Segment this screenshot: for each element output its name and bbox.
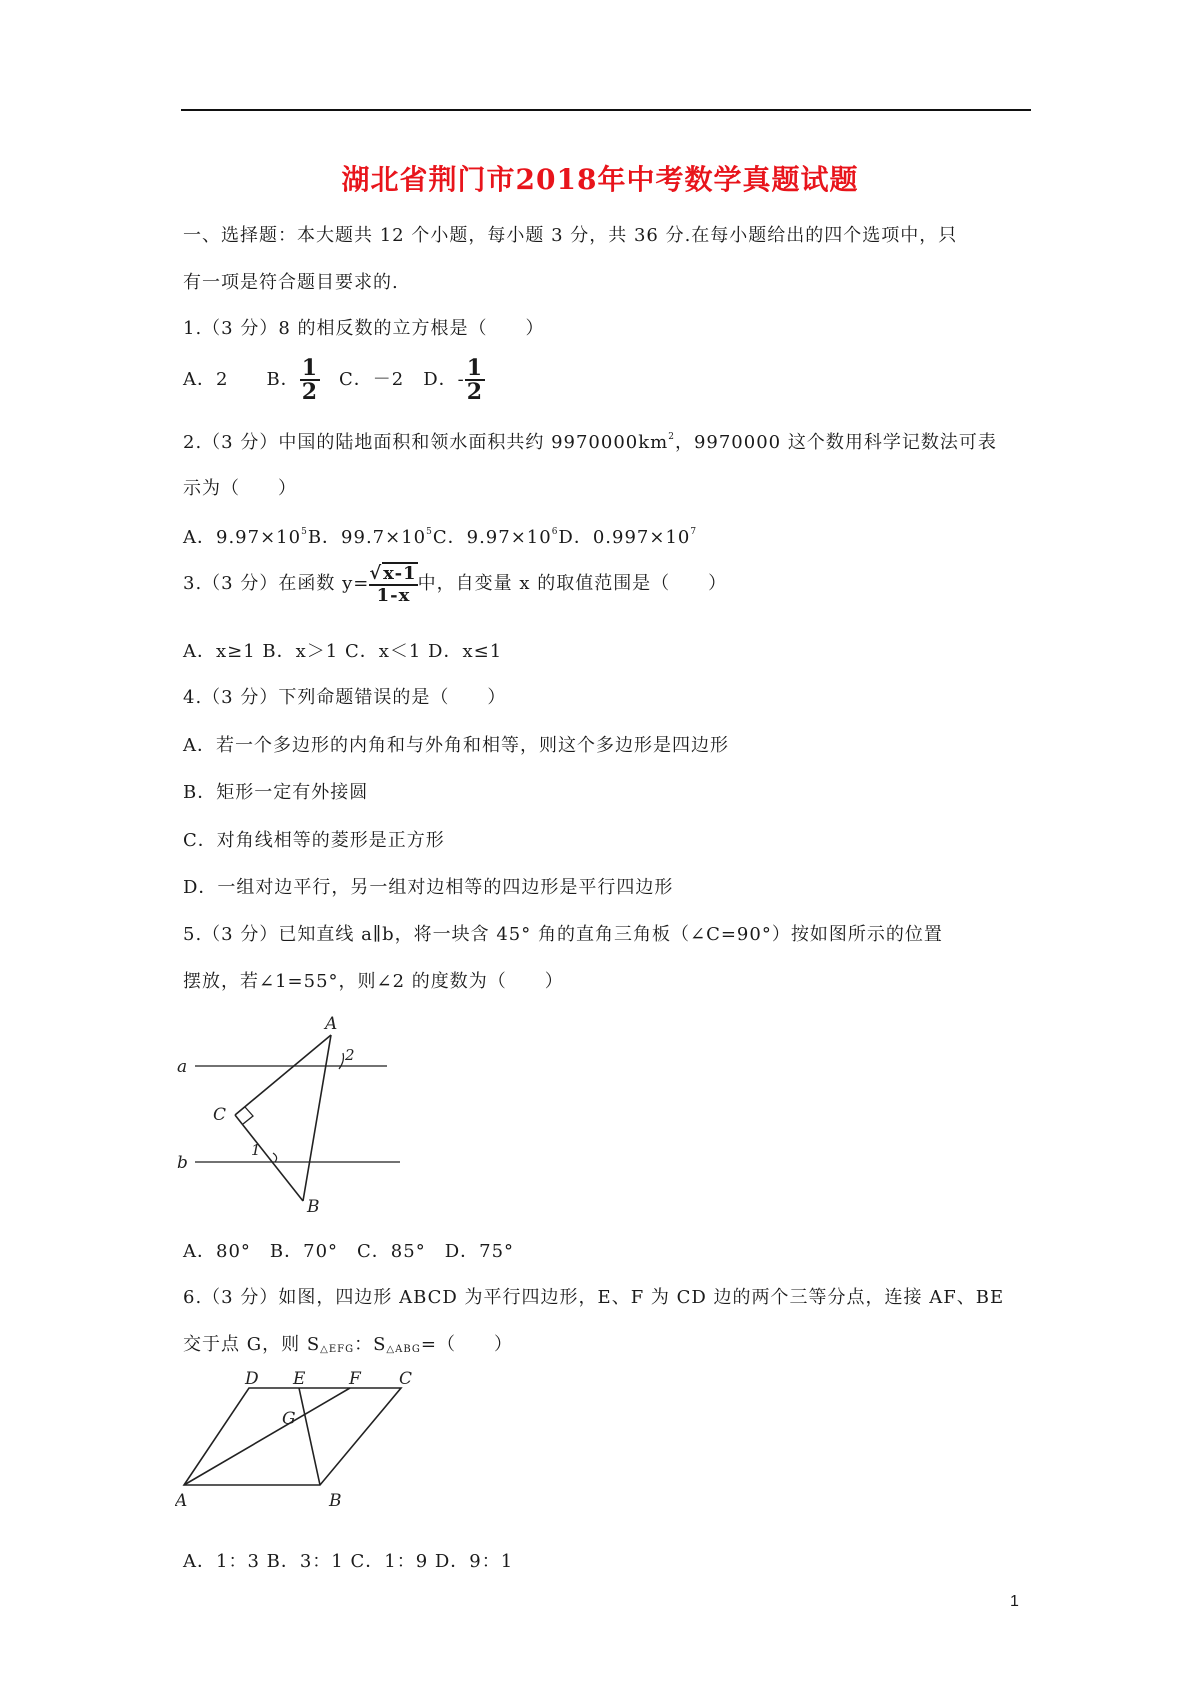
label-point-E: E: [293, 1369, 306, 1389]
segment-af: [184, 1388, 350, 1485]
triangle-side-ab: [303, 1035, 331, 1201]
label-vertex-B: B: [329, 1491, 342, 1511]
exponent: 5: [426, 527, 433, 537]
q6-figure-parallelogram: [175, 1368, 435, 1518]
q6-stem-line1: 6.（3 分）如图，四边形 ABCD 为平行四边形，E、F 为 CD 边的两个三等分点，连接 AF、BE: [183, 1287, 1005, 1308]
fraction-numerator: 1: [466, 355, 484, 381]
q5-stem-line1: 5.（3 分）已知直线 a∥b，将一块含 45° 角的直角三角板（∠C=90°）按如图所示的位置: [183, 924, 943, 945]
label-vertex-D: D: [245, 1369, 259, 1389]
q1-option-d-fraction: [465, 357, 485, 403]
q6-stem-line2: [183, 1330, 513, 1356]
label-vertex-A: A: [175, 1491, 188, 1511]
label-point-G: G: [282, 1409, 296, 1429]
right-angle-mark: [243, 1107, 253, 1124]
q3-options: A．x≥1 B．x＞1 C．x＜1 D．x≤1: [183, 641, 503, 662]
section-intro-line1: 一、选择题：本大题共 12 个小题，每小题 3 分，共 36 分.在每小题给出的四个选项中，只: [183, 225, 958, 246]
label-b: b: [177, 1153, 188, 1173]
page-title: 湖北省荆门市2018年中考数学真题试题: [341, 163, 859, 196]
q2-option-a: A．9.97×10: [183, 527, 302, 548]
section-intro-line2: 有一项是符合题目要求的.: [183, 272, 399, 293]
q6-stem-text: 交于点 G，则 S: [183, 1334, 321, 1355]
q2-options: [183, 523, 697, 549]
q1-option-c-d: C．－2 D．: [320, 369, 458, 390]
page-number: 1: [1010, 1593, 1019, 1610]
label-angle-1: 1: [251, 1141, 261, 1159]
q3-stem-text-cont: 中，自变量 x 的取值范围是（ ）: [417, 573, 728, 594]
parallelogram-abcd: [184, 1388, 401, 1485]
label-point-F: F: [349, 1369, 361, 1389]
q2-stem-text: 2.（3 分）中国的陆地面积和领水面积共约 9970000km: [183, 432, 669, 453]
q1-option-b-fraction: [300, 357, 320, 403]
q5-figure-parallel-lines-triangle: [175, 1005, 415, 1215]
q2-stem-line1: [183, 428, 997, 454]
q4-option-a: A．若一个多边形的内角和与外角和相等，则这个多边形是四边形: [183, 735, 729, 756]
fraction-numerator: √x-1: [369, 563, 417, 584]
q4-option-d: D．一组对边平行，另一组对边相等的四边形是平行四边形: [183, 877, 674, 898]
q1-option-a-b: A．2 B．: [183, 369, 300, 390]
q5-stem-line2: 摆放，若∠1=55°，则∠2 的度数为（ ）: [183, 971, 564, 992]
triangle-side-ac: [235, 1035, 331, 1115]
exponent: 7: [690, 527, 698, 537]
label-vertex-A: A: [325, 1014, 338, 1034]
angle-1-arc: [273, 1153, 277, 1162]
fraction-denominator: 2: [301, 379, 318, 405]
q6-stem-text-cont: ：S: [354, 1334, 387, 1355]
q4-stem: 4.（3 分）下列命题错误的是（ ）: [183, 687, 507, 708]
q4-option-c: C．对角线相等的菱形是正方形: [183, 830, 445, 851]
q6-options: A．1：3 B．3：1 C．1：9 D．9：1: [183, 1551, 514, 1572]
exponent: 5: [301, 527, 308, 537]
segment-be: [299, 1388, 320, 1485]
q1-stem: 1.（3 分）8 的相反数的立方根是（ ）: [183, 318, 545, 339]
q2-option-c: C．9.97×10: [432, 527, 552, 548]
q3-stem: [183, 562, 727, 606]
subscript: △ABG: [386, 1344, 421, 1355]
radicand: x-1: [383, 563, 417, 584]
label-angle-2: 2: [345, 1046, 355, 1064]
q2-stem-line2: 示为（ ）: [183, 478, 297, 499]
q6-stem-text-end: =（ ）: [420, 1334, 513, 1355]
q5-options: A．80° B．70° C．85° D．75°: [183, 1241, 515, 1262]
q1-options: [183, 357, 485, 403]
q2-option-d: D．0.997×10: [558, 527, 691, 548]
fraction-numerator: 1: [301, 355, 318, 381]
label-vertex-C: C: [399, 1369, 413, 1389]
q2-stem-text-cont: ，9970000 这个数用科学记数法可表: [674, 432, 997, 453]
fraction-denominator: 2: [466, 379, 484, 405]
q2-option-b: B．99.7×10: [307, 527, 427, 548]
q4-option-b: B．矩形一定有外接圆: [183, 782, 369, 803]
label-vertex-C: C: [213, 1105, 227, 1125]
q3-stem-text: 3.（3 分）在函数 y=: [183, 573, 370, 594]
q3-function-fraction: [369, 562, 417, 606]
header-rule: [181, 109, 1031, 111]
fraction-denominator: 1-x: [376, 585, 411, 606]
exponent: 6: [551, 527, 559, 537]
q1-option-d-sign: -: [457, 369, 465, 390]
superscript: 2: [668, 432, 675, 442]
label-vertex-B: B: [307, 1197, 320, 1215]
subscript: △EFG: [320, 1344, 355, 1355]
label-a: a: [177, 1057, 188, 1077]
triangle-side-cb: [235, 1115, 303, 1201]
